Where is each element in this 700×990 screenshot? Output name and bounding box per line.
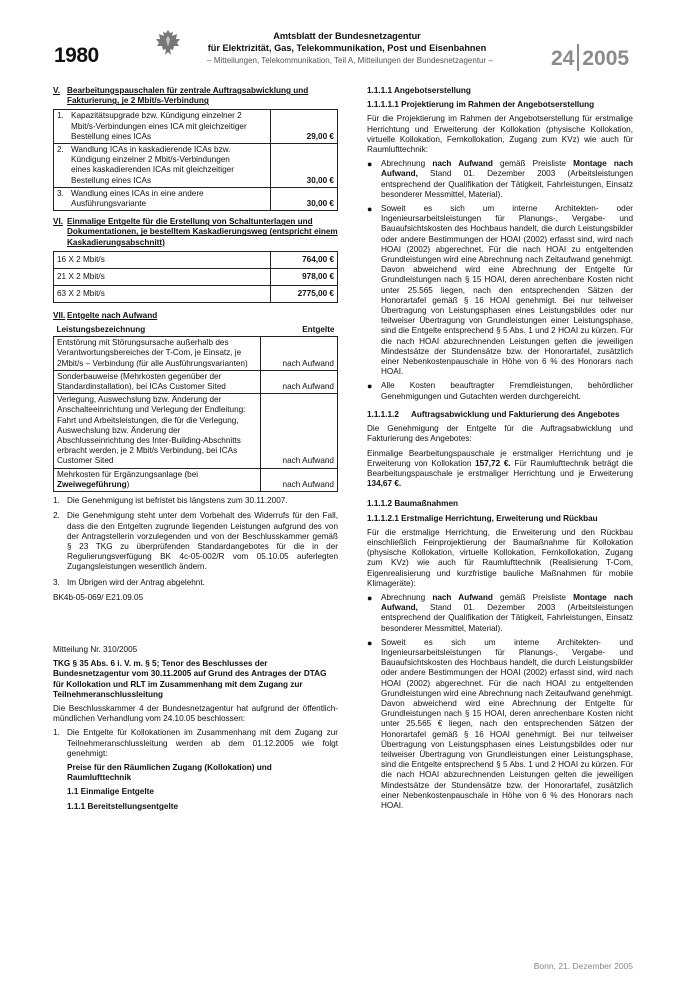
journal-title: [190, 30, 504, 54]
list-text: Die Entgelte für Kollokationen im Zusammenhang mit dem Zugang zur Teilnehmeranschlussleitung werden ab dem 01.12.2005 wie folgt genehmigt:: [67, 728, 338, 758]
list-text: Die Genehmigung ist befristet bis längstens zum 30.11.2007.: [67, 496, 288, 506]
table-row: [54, 285, 338, 302]
paragraph: [367, 449, 633, 490]
item-number: 2.: [57, 145, 64, 155]
list-text: [381, 159, 633, 200]
notice-heading: TKG § 35 Abs. 6 i. V. m. § 5; Tenor des Beschlusses der Bundesnetzagentur vom 30.11.2005 auf Grund des Antrages der DTAG für Kollokation und RLT im Zusammenhang mit dem Zugang zur Teilnehmeranschlussleitung: [53, 659, 327, 699]
item-text: Wandlung ICAs in kaskadierende ICAs bzw. Kündigung einzelner 2 Mbit/s-Verbindungen eines kaskadierenden ICAs mit gleichzeitiger Bestellung eines ICAs: [71, 145, 234, 185]
paragraph: Für die erstmalige Herrichtung, die Erweiterung und den Rückbau einschließlich Feinprojektierung der Baumaßnahme für Kollokation (physische Kollokation, virtuelle Kollokation, Fernkollokation, Zugang zum KVz) wie auch für Raumlufttechnik (Realisierung T-Com, Eigenrealisierung und kurzfristige bauliche Maßnahmen für mobile Klimageräte):: [367, 527, 633, 588]
list-text: Soweit es sich um interne Architekten- oder Ingenieursarbeitsleistungen für Planungs-, Vergabe- und Bauaufsichtskosten des Hochbaus handelt, die durch Leistungsbilder oder andere Bestimmungen der HOAI (2002) erfasst sind, wird nach HOAI (2002) abgerechnet. Für die nach HOAI zu entgeltenden Grundleistungen wird eine Abrechnung nach Zeitaufwand genehmigt. Davon abweichend wird eine Abrechnung der Entgelte für Grundleistungen nach § 15 HOAI, deren anrechenbare Kosten nicht unter 25.565 liegen, nach den entsprechenden Sätzen der Honorartafel gemäß § 16 HOAI genehmigt. Bei nur teilweiser Übertragung von Leistungsphasen eines Leistungsbildes oder nur teilweiser Übertragung von Grundleistungen einer Leistungsphase, sind die Entgelte entsprechend § 5 Abs. 1 und 2 HOAI zu kürzen. Für die nach HOAI abzurechnenden Leistungen gelten die jeweiligen Mindestsätze der Stundensätze bzw. der Honorartafel, zusätzlich einer Nebenkostenpauschale in Höhe von 6 % des Honorars nach HOAI.: [381, 204, 633, 377]
table-row: [54, 187, 338, 210]
list-text: Die Genehmigung steht unter dem Vorbehalt des Widerrufs für den Fall, dass die den Entgelten zugrunde liegenden Leistungen aufgrund des von der Antragstellerin vorzulegenden und von der Beschlusskammer gemäß § 23 TKG zu überprüfenden Standardangebotes für die in der Regulierungsverfügung BK 4c-05-002/R vom 05.10.05 auferlegten Zugangsleistungen wesentlich ändern.: [67, 511, 338, 572]
item-value: 29,00 €: [271, 110, 338, 144]
item-number: 3.: [57, 188, 64, 198]
row-value: 2775,00 €: [271, 285, 338, 302]
section-heading: [53, 86, 338, 106]
text-run-bold: 157,72 €.: [475, 458, 511, 468]
table-cell: [54, 187, 271, 210]
list-text: Soweit es sich um interne Architekten- und Ingenieursarbeitsleistungen für Planungs-, Vergabe- und Bauaufsichtskosten des Hochbaus handelt, die durch Leistungsbilder oder andere Bestimmungen der HOAI (2002) erfasst sind, wird nach HOAI (2002) abgerechnet. Für die nach HOAI zu entgeltenden Grundleistungen wird eine Abrechnung nach Zeitaufwand genehmigt. Davon abweichend wird eine Abrechnung der Entgelte für Grundleistungen nach § 15 HOAI, deren anrechenbare Kosten nicht unter 25.565 € liegen, nach den entsprechenden Sätzen der Honorartafel gemäß § 16 HOAI genehmigt. Bei nur teilweiser Übertragung von Leistungsphasen eines Leistungsbildes oder nur teilweiser Übertragung von Grundleistungen einer Leistungsphase, sind die Entgelte entsprechend § 5 Abs. 1 und 2 HOAI zu kürzen. Für die nach HOAI abzurechnenden Leistungen gelten die jeweiligen Mindestsätze der Stundensätze bzw. der Honorartafel, zusätzlich einer Nebenkostenpauschale in Höhe von 6 % des Honorars nach HOAI.: [381, 637, 633, 810]
heading-1-1-1-2: 1.1.1.2 Baumaßnahmen: [367, 499, 459, 509]
notice-label: Mitteilung Nr. 310/2005: [53, 644, 138, 654]
page-footer: Bonn, 21. Dezember 2005: [533, 961, 633, 971]
text-run-bold: 134,67 €.: [367, 479, 402, 489]
paragraph: Für die Projektierung im Rahmen der Angebotserstellung für erstmalige Herrichtung und Erweiterung der Kollokation (physische Kollokation, virtuelle Kollokation, Fernkollokation, Zugang zum KVz) wie auch für Raumlufttechnik:: [367, 114, 633, 155]
column-header-fee: Entgelte: [261, 324, 338, 337]
text-run-bold: nach Aufwand: [432, 159, 493, 169]
column-header-service: Leistungsbezeichnung: [54, 324, 261, 337]
heading-1-1-1-2-1: 1.1.1.2.1 Erstmalige Herrichtung, Erweiterung und Rückbau: [367, 513, 598, 523]
list-item: [53, 578, 338, 588]
heading-1-1-1-1: 1.1.1.1 Angebotserstellung: [367, 86, 471, 95]
list-text: Alle Kosten beauftragter Fremdleistungen, behördlicher Genehmigungen und Gutachten werden durchgereicht.: [381, 381, 633, 401]
issue-label: [551, 44, 629, 71]
heading-1-1-1-1-2: [367, 410, 633, 420]
table-cell: [54, 110, 271, 144]
section-number: VI.: [53, 217, 64, 227]
heading-text: Auftragsabwicklung und Fakturierung des Angebotes: [411, 409, 620, 419]
row-value: 764,00 €: [271, 251, 338, 268]
decision-list: [53, 728, 338, 759]
text-run: Abrechnung: [381, 592, 433, 602]
list-item: [367, 159, 633, 200]
text-run: Stand 01. Dezember 2003 (Arbeitsleistungen entsprechend der Qualifikation der Tätigkeit, Fahrleistungen, Einsatz besonderer Messmittel, Material).: [381, 169, 633, 199]
item-text: Kapazitätsupgrade bzw. Kündigung einzelner 2 Mbit/s-Verbindungen eines ICA mit gleichzeitiger Bestellung eines ICAs: [71, 111, 247, 141]
section-title: Entgelte nach Aufwand: [67, 310, 158, 320]
row-text-c: ): [126, 479, 130, 489]
table-header-row: [54, 324, 338, 337]
list-item: [53, 511, 338, 572]
issue-year: 2005: [582, 47, 630, 70]
left-column: [53, 86, 338, 816]
row-value: nach Aufwand: [261, 394, 338, 468]
table-row: [54, 337, 338, 371]
table-row: [54, 394, 338, 468]
list-item: [367, 204, 633, 377]
bullet-icon: ●: [367, 637, 373, 648]
table-row: [54, 110, 338, 144]
journal-subtitle: – Mitteilungen, Telekommunikation, Teil A, Mitteilungen der Bundesnetzagentur –: [207, 56, 493, 65]
text-run: Abrechnung: [381, 159, 433, 169]
bullet-icon: ●: [367, 159, 373, 170]
row-label: 21 X 2 Mbit/s: [54, 268, 271, 285]
table-row: [54, 251, 338, 268]
bullet-icon: ●: [367, 381, 373, 392]
table-row: [54, 268, 338, 285]
row-value: nach Aufwand: [261, 337, 338, 371]
row-text: Entstörung mit Störungsursache außerhalb des Verantwortungsbereiches der T-Com, je Einsatz, je 2Mbit/s – Verbindung (für alle Ausführungsvarianten): [54, 337, 261, 371]
row-text-a: Mehrkosten für Ergänzungsanlage (bei: [57, 469, 199, 479]
row-label: 63 X 2 Mbit/s: [54, 285, 271, 302]
list-number: 3.: [53, 577, 60, 587]
row-label: 16 X 2 Mbit/s: [54, 251, 271, 268]
text-run: Einmalige Bearbeitungspauschale je erstmaliger Herrichtung und je Erweiterung von Kollokation: [367, 448, 633, 468]
row-text: [54, 468, 261, 491]
issue-number: 24: [551, 47, 575, 70]
text-run: gemäß Preisliste: [492, 592, 574, 602]
text-run-bold: Montage nach Aufwand,: [381, 159, 633, 179]
section-heading: [53, 217, 338, 248]
heading-1-1-1-1-1: 1.1.1.1.1 Projektierung im Rahmen der Angebotserstellung: [367, 100, 595, 110]
federal-eagle-icon: [155, 28, 181, 58]
flat-rate-table: [53, 109, 338, 211]
bullet-list: [367, 159, 633, 402]
bullet-icon: ●: [367, 592, 373, 603]
text-run: Stand 01. Dezember 2003 (Arbeitsleistungen entsprechend der Qualifikation der Tätigkeit, Fahrleistungen, Einsatz besonderer Messmittel, Material).: [381, 603, 633, 633]
section-heading: [53, 311, 338, 321]
row-text-b: Zweiwegeführung: [57, 479, 127, 489]
list-text: [381, 593, 633, 634]
text-run: Für Raumlufttechnik beträgt die Bearbeitungspauschale je erstmaliger Herrichtung und je Erweiterung: [367, 458, 633, 478]
journal-title-line2: für Elektrizität, Gas, Telekommunikation, Post und Eisenbahnen: [207, 43, 487, 53]
issue-divider: [577, 44, 579, 71]
item-value: 30,00 €: [271, 144, 338, 188]
bullet-icon: ●: [367, 204, 373, 215]
row-value: nach Aufwand: [261, 370, 338, 393]
heading-1-1-1: 1.1.1 Bereitstellungsentgelte: [67, 801, 179, 811]
page-number: 1980: [54, 44, 99, 67]
documentation-fee-table: [53, 251, 338, 303]
notice-block: [53, 645, 338, 812]
text-run-bold: nach Aufwand: [432, 592, 493, 602]
journal-title-line1: Amtsblatt der Bundesnetzagentur: [273, 31, 421, 41]
item-value: 30,00 €: [271, 187, 338, 210]
table-row: [54, 468, 338, 491]
list-item: [367, 381, 633, 401]
list-item: [53, 496, 338, 506]
bullet-list: [367, 593, 633, 811]
list-item: [367, 638, 633, 811]
table-row: [54, 370, 338, 393]
conditions-list: [53, 496, 338, 588]
section-number: VII.: [53, 310, 66, 320]
row-value: 978,00 €: [271, 268, 338, 285]
heading-1-1: 1.1 Einmalige Entgelte: [67, 787, 154, 797]
effort-fee-table: [53, 324, 338, 492]
row-text: Verlegung, Auswechslung bzw. Änderung der Anschalteeinrichtung und Verlegung der Endleitung: Fahrt und Arbeitsleistungen, die für die Verlegung, Auswechslung bzw. Änderung der Abschlusseinrichtung des Inter-Building-Abschnitts erbracht werden, je 2 Mbit/s Verbindung, bei ICAs Customer Sited: [54, 394, 261, 468]
table-row: [54, 144, 338, 188]
list-text: Im Übrigen wird der Antrag abgelehnt.: [67, 577, 205, 587]
section-title: Bearbeitungspauschalen für zentrale Auftragsabwicklung und Fakturierung, je 2 Mbit/s-Verbindung: [67, 86, 309, 106]
row-text: Sonderbauweise (Mehrkosten gegenüber der Standardinstallation), bei ICAs Customer Sited: [54, 370, 261, 393]
section-number: V.: [53, 86, 60, 95]
list-number: 1.: [53, 496, 60, 506]
heading-number: 1.1.1.1.2: [367, 409, 399, 419]
table-cell: [54, 144, 271, 188]
list-number: 2.: [53, 511, 60, 521]
right-column: [367, 86, 633, 815]
list-number: 1.: [53, 728, 60, 738]
item-text: Wandlung eines ICAs in eine andere Ausführungsvariante: [71, 188, 204, 209]
row-value: nach Aufwand: [261, 468, 338, 491]
text-run: gemäß Preisliste: [492, 159, 574, 169]
list-item: [367, 593, 633, 634]
item-number: 1.: [57, 111, 64, 121]
text-run-bold: Montage nach Aufwand,: [381, 592, 633, 613]
notice-intro: Die Beschlusskammer 4 der Bundesnetzagentur hat aufgrund der öffentlich-mündlichen Verhandlung vom 24.10.05 beschlossen:: [53, 703, 338, 724]
decision-subsections: [53, 763, 338, 812]
list-item: [53, 728, 338, 759]
decision-subheading: Preise für den Räumlichen Zugang (Kollokation) und Raumlufttechnik: [67, 762, 272, 783]
file-reference: BK4b-05-069/ E21.09.05: [53, 592, 144, 602]
section-title: Einmalige Entgelte für die Erstellung von Schaltunterlagen und Dokumentationen, je bestelltem Kaskadierungsweg (entspricht einem Kaskadierungsabschnitt): [67, 217, 338, 247]
paragraph: Die Genehmigung der Entgelte für die Auftragsabwicklung und Fakturierung des Angebotes:: [367, 424, 633, 444]
